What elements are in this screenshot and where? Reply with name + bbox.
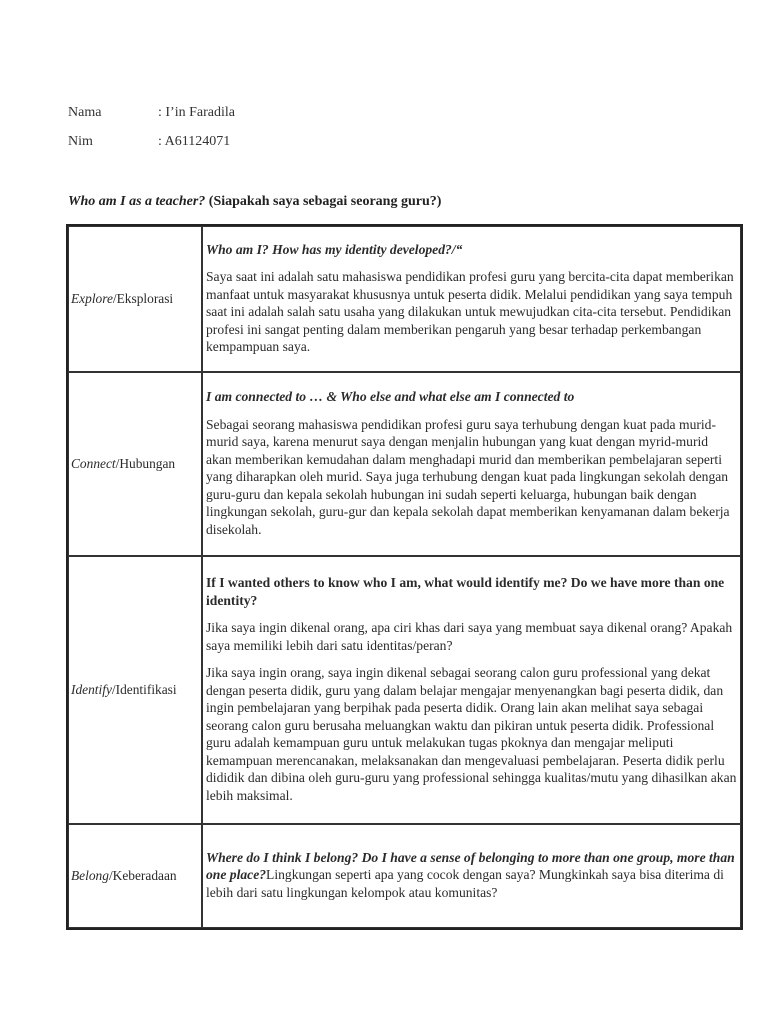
table-row-identify (68, 556, 741, 824)
name-value: : I’in Faradila (158, 105, 235, 120)
row-label-indonesian: /Hubungan (115, 456, 176, 472)
row-paragraph (206, 849, 737, 902)
row-label-cell (68, 556, 202, 824)
nim-label: Nim (68, 134, 93, 149)
table-row-connect (68, 372, 741, 556)
name-label: Nama (68, 105, 102, 120)
nim-row (68, 134, 230, 150)
nim-value: : A61124071 (158, 134, 231, 149)
row-paragraph: Jika saya ingin dikenal orang, apa ciri khas dari saya yang membuat saya dikenal orang? Apakah saya memiliki lebih dari satu identitas/peran? (206, 620, 733, 653)
row-label-cell (68, 372, 202, 556)
row-paragraph: Saya saat ini adalah satu mahasiswa pendidikan profesi guru yang bercita-cita dapat memberikan manfaat untuk masyarakat khususnya untuk peserta didik. Melalui pendidikan yang saya tempuh saat ini adalah salah satu usaha yang dilakukan untuk mewujudkan cita-cita tersebut. Pendidikan profesi ini sangat penting dalam memberikan pengaruh yang besar terhadap perkembangan kempampuan saya. (206, 269, 734, 354)
row-question: I am connected to … & Who else and what else am I connected to (206, 389, 575, 404)
row-label-english: Belong (71, 868, 109, 884)
row-content-cell (202, 556, 741, 824)
row-question: Who am I? How has my identity developed?/“ (206, 241, 463, 257)
row-label-english: Connect (71, 456, 116, 472)
row-content-cell (202, 372, 741, 556)
reflection-table (66, 224, 743, 930)
row-label-english: Explore (71, 291, 113, 307)
row-label-english: Identify (71, 682, 112, 698)
row-answer: Lingkungan seperti apa yang cocok dengan saya? Mungkinkah saya bisa diterima di lebih dari satu lingkungan kelompok atau komunitas? (206, 867, 724, 900)
row-paragraph: Jika saya ingin orang, saya ingin dikenal sebagai seorang calon guru professional yang dekat dengan peserta didik, guru yang dalam belajar mengajar menyenangkan bagi peserta didik, dan ingin pembelajaran yang berpihak pada peserta didik. Orang lain akan melihat saya sebagai seorang calon guru berusaha meluangkan waktu dan pikiran untuk peserta didik. Professional guru adalah kemampuan guru untuk melakukan tugas pkoknya dan mengajar meliputi kemampuan merencanakan, melaksanakan dan mengevaluasi pembelajaran. Peserta didik perlu dididik dan dibina oleh guru-guru yang professional sehingga kualitas/mutu yang dihasilkan akan lebih maksimal. (206, 665, 737, 803)
row-paragraph: Sebagai seorang mahasiswa pendidikan profesi guru saya terhubung dengan kuat pada murid-murid saya, karena menurut saya dengan menjalin hubungan yang kuat dengan myrid-murid akan memberikan kemudahan dalam menghadapi murid dan memberikan pembelajaran seperti yang diharapkan oleh murid. Saya juga terhubung dengan kuat pada lingkungan sekolah dengan guru-guru dan kepala sekolah hubungan ini sudah seperti keluarga, hubungan baik dengan lingkungan sekolah, guru-gur dan kepala sekolah dapat memberikan kenyamanan dalam bekerja disekolah. (206, 416, 730, 537)
row-label-indonesian: /Eksplorasi (112, 291, 174, 307)
row-question: If I wanted others to know who I am, what would identify me? Do we have more than one identity? (206, 575, 725, 608)
row-content-cell (202, 226, 741, 372)
row-question: Where do I think I belong? Do I have a sense of belonging to more than one group, more than one place? (206, 849, 735, 883)
row-label-cell (68, 226, 202, 372)
row-label-cell (68, 824, 202, 928)
heading-indonesian: (Siapakah saya sebagai seorang guru?) (208, 194, 442, 209)
table-row-belong (68, 824, 741, 928)
row-label-indonesian: /Keberadaan (108, 868, 177, 884)
name-row (68, 105, 235, 121)
row-content-cell (202, 824, 741, 928)
table-row-explore (68, 226, 741, 372)
page-heading (68, 194, 441, 210)
heading-english: Who am I as a teacher? (68, 194, 206, 209)
row-label-indonesian: /Identifikasi (111, 682, 177, 698)
